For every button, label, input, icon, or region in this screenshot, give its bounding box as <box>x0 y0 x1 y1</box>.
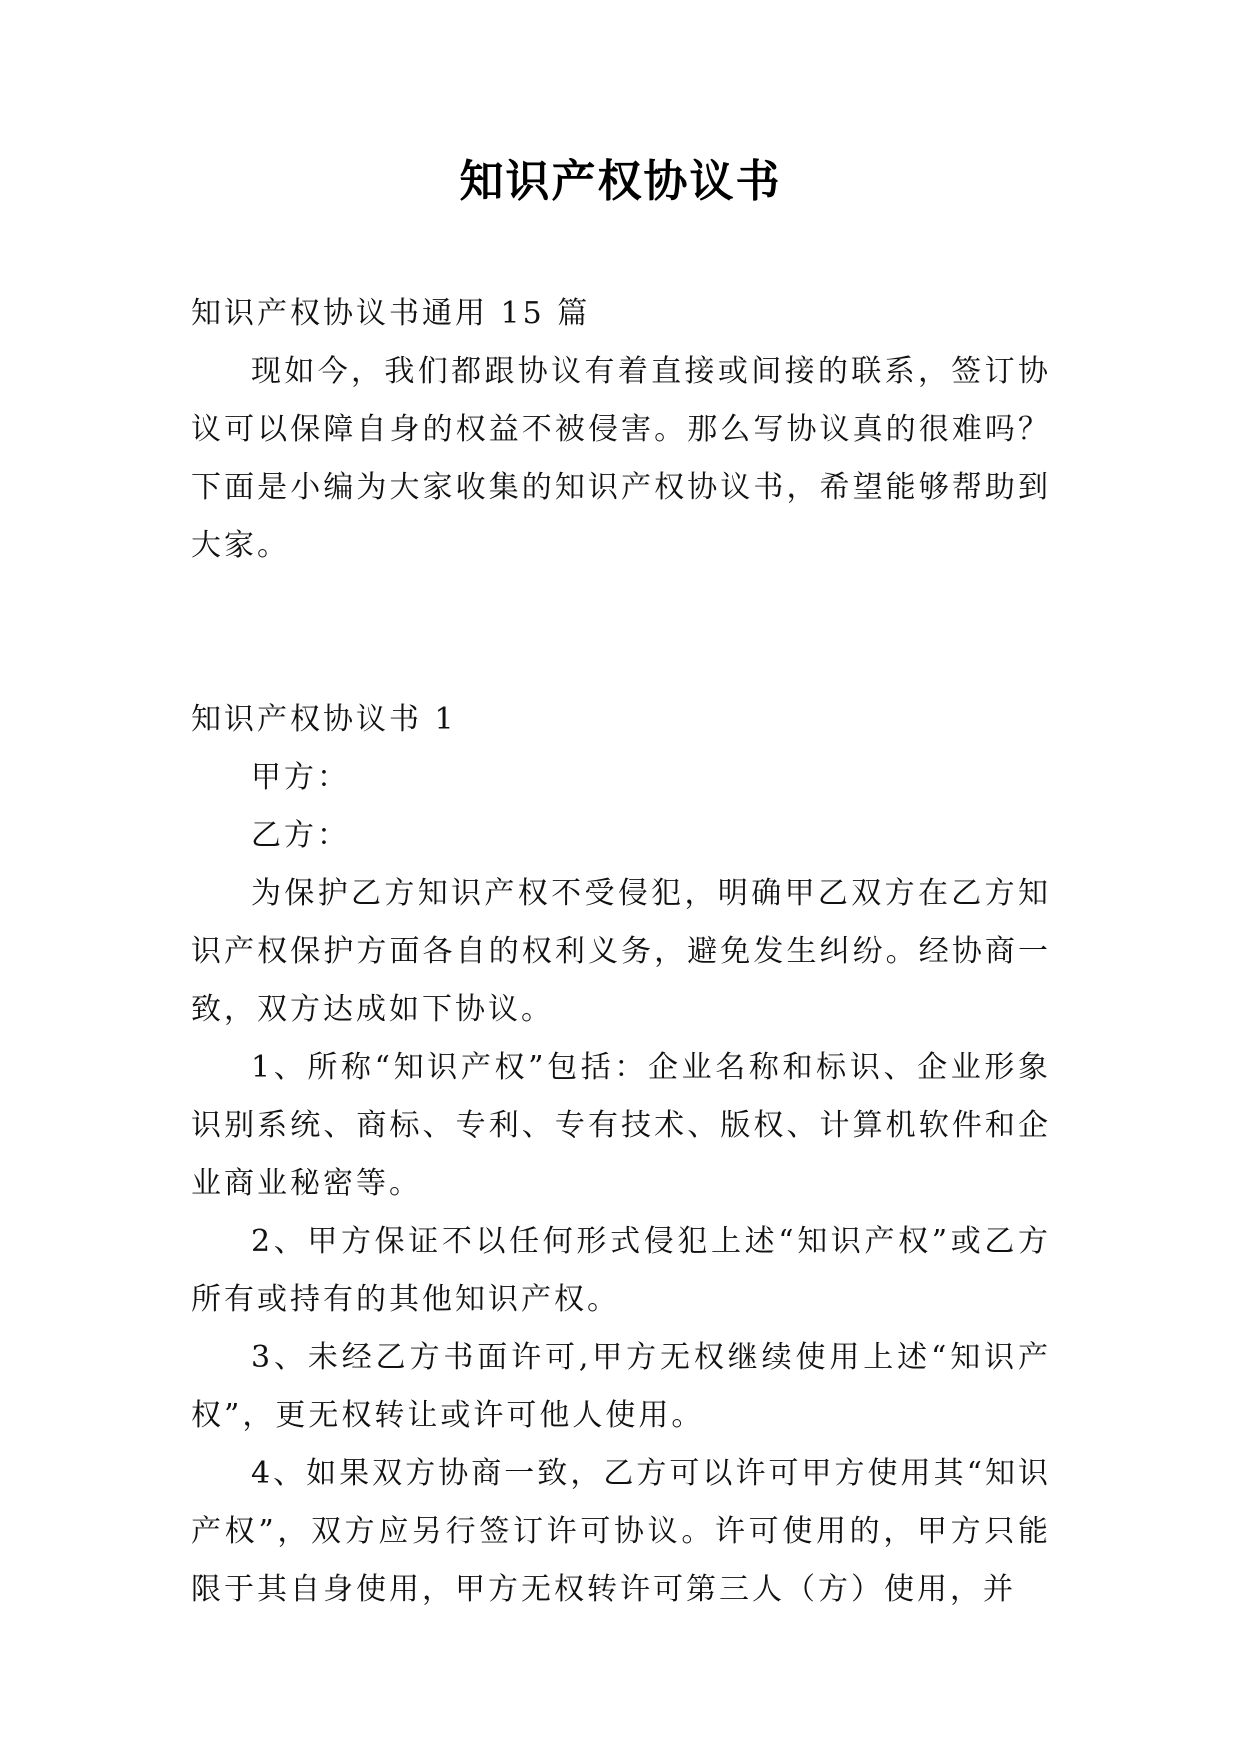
section-heading: 知识产权协议书 1 <box>191 702 457 737</box>
section-spacer <box>191 575 1051 691</box>
clause-2: 2、甲方保证不以任何形式侵犯上述“知识产权”或乙方所有或持有的其他知识产权。 <box>191 1224 1051 1317</box>
clause-4: 4、如果双方协商一致，乙方可以许可甲方使用其“知识产权”，双方应另行签订许可协议。许可使用的，甲方只能限于其自身使用，甲方无权转许可第三人（方）使用，并 <box>191 1456 1051 1607</box>
document-body <box>191 285 1051 1619</box>
clause-1: 1、所称“知识产权”包括：企业名称和标识、企业形象识别系统、商标、专利、专有技术、版权、计算机软件和企业商业秘密等。 <box>191 1050 1051 1201</box>
document-title: 知识产权协议书 <box>459 156 782 207</box>
purpose-paragraph: 为保护乙方知识产权不受侵犯，明确甲乙双方在乙方知识产权保护方面各自的权利义务，避免发生纠纷。经协商一致，双方达成如下协议。 <box>191 876 1051 1027</box>
intro-paragraph: 现如今，我们都跟协议有着直接或间接的联系，签订协议可以保障自身的权益不被侵害。那么写协议真的很难吗？下面是小编为大家收集的知识产权协议书，希望能够帮助到大家。 <box>191 354 1051 563</box>
clause-3: 3、未经乙方书面许可,甲方无权继续使用上述“知识产权”，更无权转让或许可他人使用。 <box>191 1340 1051 1433</box>
document-subtitle: 知识产权协议书通用 15 篇 <box>191 296 591 331</box>
party-b-line: 乙方： <box>251 818 350 853</box>
party-a-line: 甲方： <box>251 760 350 795</box>
